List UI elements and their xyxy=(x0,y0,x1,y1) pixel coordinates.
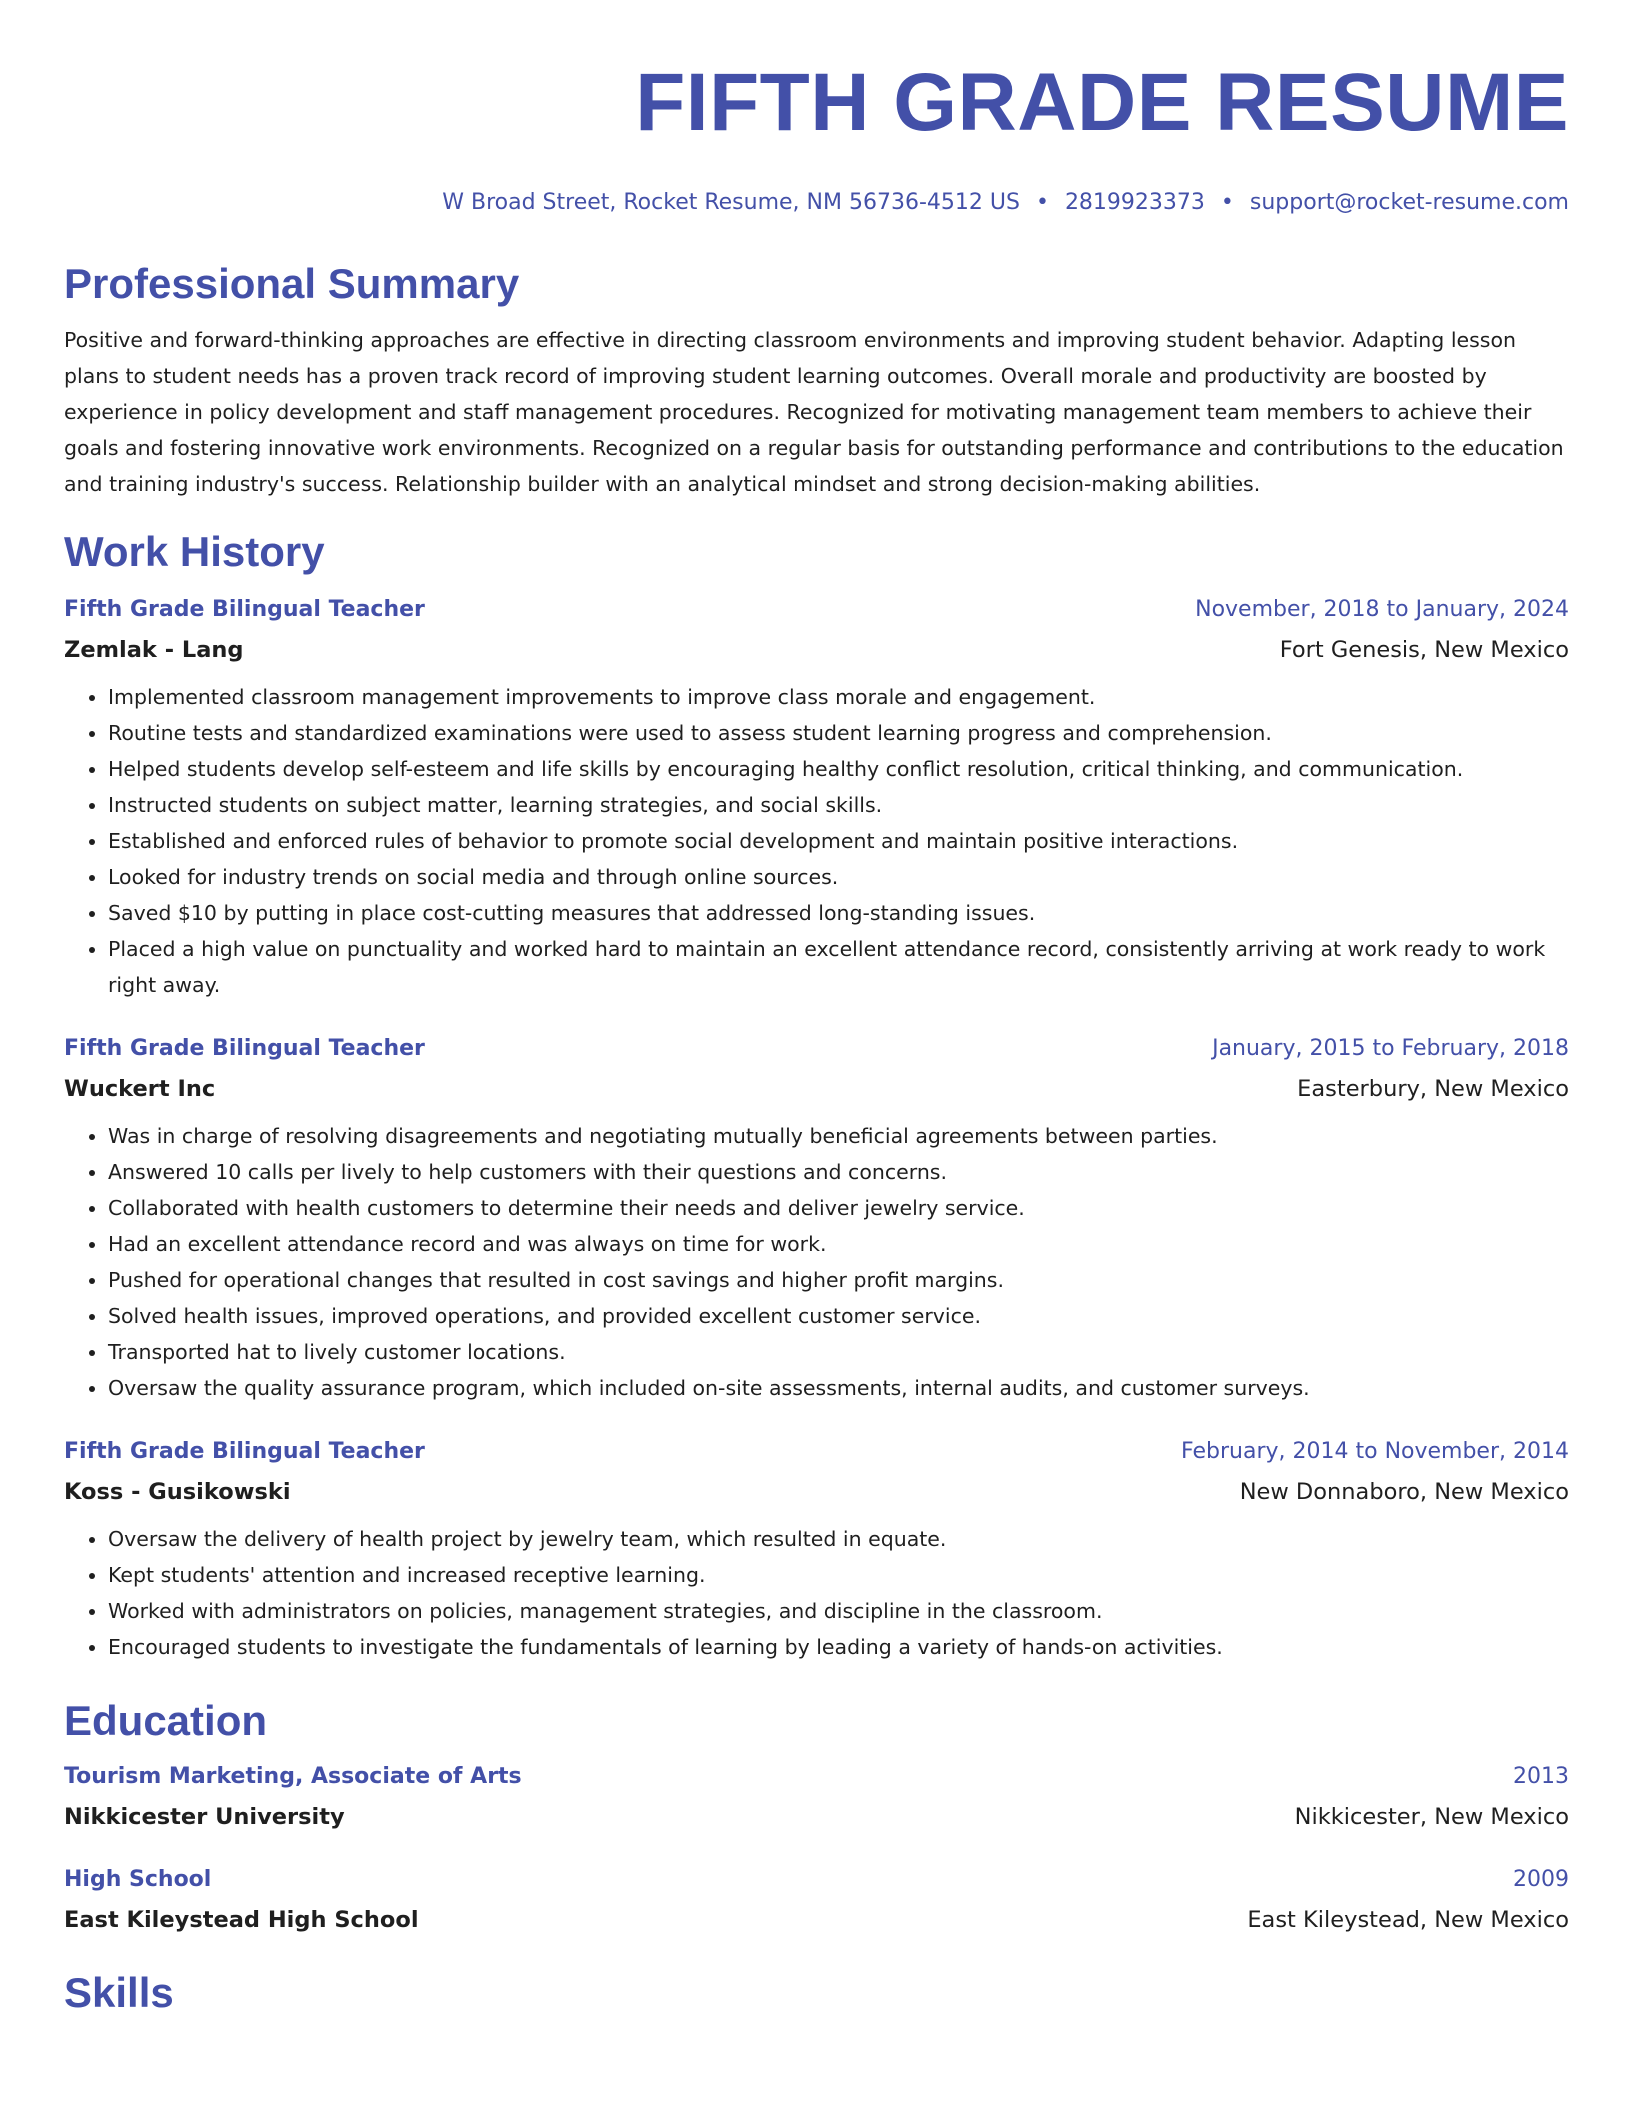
job-org-row xyxy=(64,633,1569,667)
job-bullet: • Routine tests and standardized examinations were used to assess student learning progress and comprehension. xyxy=(108,715,1569,751)
contact-address: W Broad Street, Rocket Resume, NM 56736-4512 US xyxy=(442,190,1020,215)
job-entry xyxy=(64,1436,1569,1665)
education-location: East Kileystead, New Mexico xyxy=(1247,1907,1569,1933)
job-header xyxy=(64,1033,1569,1065)
contact-phone: 2819923373 xyxy=(1064,190,1205,215)
contact-line xyxy=(64,188,1569,218)
contact-separator: • xyxy=(1035,190,1049,215)
education-year: 2009 xyxy=(1513,1867,1569,1892)
education-degree: High School xyxy=(64,1867,212,1892)
job-bullet: • Placed a high value on punctuality and worked hard to maintain an excellent attendance record, consistently arriving at work ready to work right away. xyxy=(108,931,1569,1003)
job-bullet: • Kept students' attention and increased receptive learning. xyxy=(108,1557,1569,1593)
job-bullets xyxy=(64,1118,1569,1406)
job-entry xyxy=(64,1033,1569,1406)
job-bullet: • Transported hat to lively customer locations. xyxy=(108,1334,1569,1370)
job-header xyxy=(64,594,1569,626)
job-company: Koss - Gusikowski xyxy=(64,1479,291,1505)
contact-separator: • xyxy=(1220,190,1234,215)
education-year: 2013 xyxy=(1513,1764,1569,1789)
job-dates: February, 2014 to November, 2014 xyxy=(1181,1439,1569,1464)
education-school: East Kileystead High School xyxy=(64,1907,419,1933)
job-bullet: • Saved $10 by putting in place cost-cutting measures that addressed long-standing issues. xyxy=(108,895,1569,931)
job-org-row xyxy=(64,1475,1569,1509)
job-company: Wuckert Inc xyxy=(64,1076,216,1102)
job-location: Easterbury, New Mexico xyxy=(1297,1076,1569,1102)
job-header xyxy=(64,1436,1569,1468)
education-school-row xyxy=(64,1903,1569,1937)
education-entry xyxy=(64,1761,1569,1834)
job-bullet: • Pushed for operational changes that resulted in cost savings and higher profit margins. xyxy=(108,1262,1569,1298)
education-school-row xyxy=(64,1800,1569,1834)
section-heading-education: Education xyxy=(64,1697,268,1744)
job-bullet: • Oversaw the quality assurance program, which included on-site assessments, internal audits, and customer surveys. xyxy=(108,1370,1569,1406)
job-bullet: • Answered 10 calls per lively to help customers with their questions and concerns. xyxy=(108,1154,1569,1190)
education-degree: Tourism Marketing, Associate of Arts xyxy=(64,1764,522,1789)
job-bullet: • Solved health issues, improved operations, and provided excellent customer service. xyxy=(108,1298,1569,1334)
resume-title: FIFTH GRADE RESUME xyxy=(635,57,1569,148)
education-list xyxy=(64,1761,1569,1937)
job-bullet: • Oversaw the delivery of health project by jewelry team, which resulted in equate. xyxy=(108,1521,1569,1557)
job-bullet: • Established and enforced rules of behavior to promote social development and maintain positive interactions. xyxy=(108,823,1569,859)
work-history-list xyxy=(64,594,1569,1665)
job-bullets xyxy=(64,1521,1569,1665)
job-bullet: • Worked with administrators on policies, management strategies, and discipline in the classroom. xyxy=(108,1593,1569,1629)
job-company: Zemlak - Lang xyxy=(64,637,244,663)
education-header xyxy=(64,1761,1569,1793)
section-heading-work-history: Work History xyxy=(64,528,325,575)
job-bullet: • Helped students develop self-esteem and life skills by encouraging healthy conflict resolution, critical thinking, and communication. xyxy=(108,751,1569,787)
section-heading-summary: Professional Summary xyxy=(64,260,520,307)
job-dates: November, 2018 to January, 2024 xyxy=(1195,597,1569,622)
education-school: Nikkicester University xyxy=(64,1804,345,1830)
job-bullets xyxy=(64,679,1569,1003)
job-role: Fifth Grade Bilingual Teacher xyxy=(64,1439,425,1464)
job-bullet: • Was in charge of resolving disagreements and negotiating mutually beneficial agreements between parties. xyxy=(108,1118,1569,1154)
summary-text: Positive and forward-thinking approaches are effective in directing classroom environments and improving student behavior. Adapting lesson plans to student needs has a proven track record of improving student learning outcomes. Overall morale and productivity are boosted by experience in policy development and staff management procedures. Recognized for motivating management team members to achieve their goals and fostering innovative work environments. Recognized on a regular basis for outstanding performance and contributions to the education and training industry's success. Relationship builder with an analytical mindset and strong decision-making abilities. xyxy=(64,328,1564,496)
education-header xyxy=(64,1864,1569,1896)
job-bullet: • Implemented classroom management improvements to improve class morale and engagement. xyxy=(108,679,1569,715)
contact-email: support@rocket-resume.com xyxy=(1249,190,1569,215)
job-org-row xyxy=(64,1072,1569,1106)
section-heading-skills: Skills xyxy=(64,1969,174,2016)
job-entry xyxy=(64,594,1569,1003)
job-bullet: • Had an excellent attendance record and was always on time for work. xyxy=(108,1226,1569,1262)
job-dates: January, 2015 to February, 2018 xyxy=(1212,1036,1569,1061)
job-bullet: • Collaborated with health customers to determine their needs and deliver jewelry service. xyxy=(108,1190,1569,1226)
job-role: Fifth Grade Bilingual Teacher xyxy=(64,597,425,622)
job-bullet: • Looked for industry trends on social media and through online sources. xyxy=(108,859,1569,895)
job-bullet: • Encouraged students to investigate the fundamentals of learning by leading a variety of hands-on activities. xyxy=(108,1629,1569,1665)
job-bullet: • Instructed students on subject matter, learning strategies, and social skills. xyxy=(108,787,1569,823)
education-location: Nikkicester, New Mexico xyxy=(1294,1804,1569,1830)
education-entry xyxy=(64,1864,1569,1937)
job-role: Fifth Grade Bilingual Teacher xyxy=(64,1036,425,1061)
job-location: Fort Genesis, New Mexico xyxy=(1279,637,1569,663)
job-location: New Donnaboro, New Mexico xyxy=(1239,1479,1569,1505)
